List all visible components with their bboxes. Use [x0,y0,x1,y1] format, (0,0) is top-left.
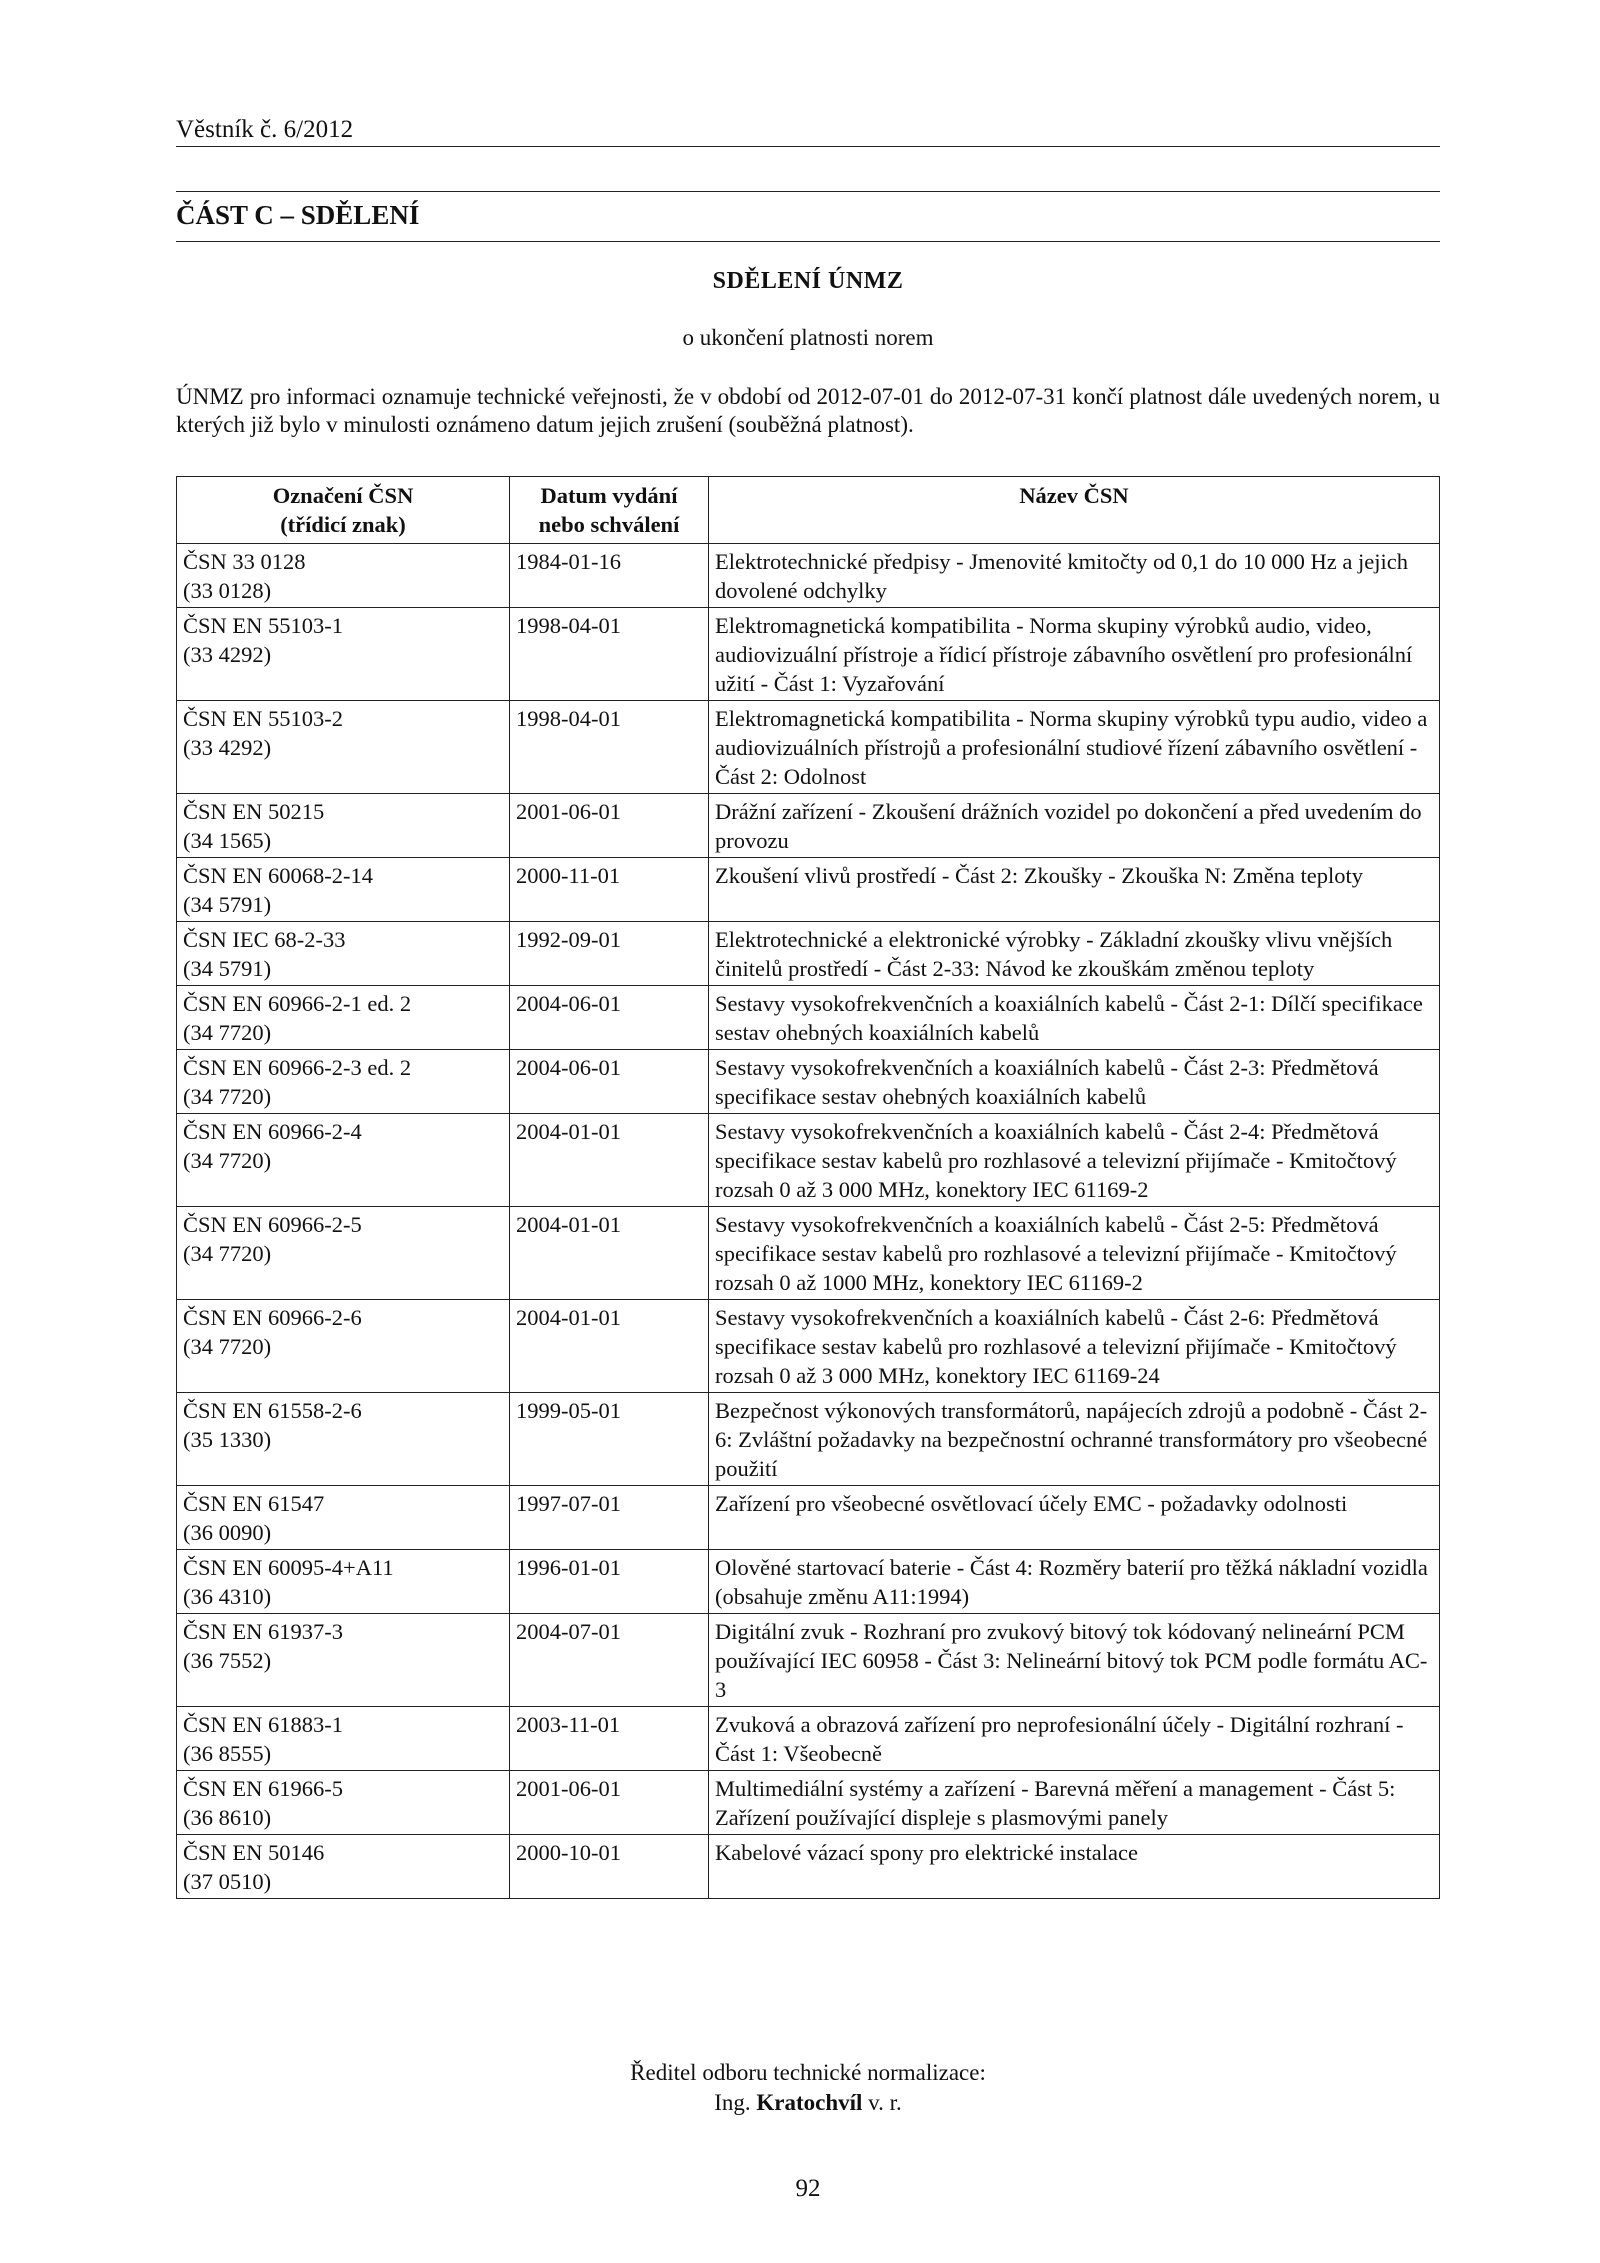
cell-designation [177,1771,510,1835]
norm-code: ČSN IEC 68-2-33 [183,927,346,952]
norm-code: ČSN EN 61558-2-6 [183,1398,362,1423]
norm-class: (34 5791) [183,892,272,917]
table-row [177,986,1440,1050]
norm-class: (34 7720) [183,1334,272,1359]
section-title: ČÁST C – SDĚLENÍ [176,191,1440,242]
cell-name: Bezpečnost výkonových transformátorů, napájecích zdrojů a podobně - Část 2-6: Zvláštní požadavky na bezpečnostní ochranné transformátory pro všeobecné použití [709,1393,1440,1486]
norm-class: (33 4292) [183,735,272,760]
cell-designation [177,1300,510,1393]
norm-class: (36 4310) [183,1584,272,1609]
norm-class: (34 7720) [183,1148,272,1173]
cell-designation [177,1707,510,1771]
cell-name: Multimediální systémy a zařízení - Barevná měření a management - Část 5: Zařízení používající displeje s plasmovými panely [709,1771,1440,1835]
cell-date: 1999-05-01 [510,1393,709,1486]
norm-class: (34 7720) [183,1084,272,1109]
cell-designation [177,1835,510,1899]
cell-date: 1996-01-01 [510,1550,709,1614]
cell-date: 1998-04-01 [510,701,709,794]
table-row [177,1771,1440,1835]
norm-code: ČSN EN 60966-2-3 ed. 2 [183,1055,412,1080]
header-designation [177,477,510,544]
norm-code: ČSN EN 60095-4+A11 [183,1555,394,1580]
norm-class: (34 7720) [183,1241,272,1266]
norm-class: (33 4292) [183,642,272,667]
norm-code: ČSN EN 60966-2-5 [183,1212,362,1237]
cell-designation [177,1393,510,1486]
norm-code: ČSN EN 50215 [183,799,325,824]
intro-paragraph: ÚNMZ pro informaci oznamuje technické veřejnosti, že v období od 2012-07-01 do 2012-07-31 končí platnost dále uvedených norem, u kterých již bylo v minulosti oznámeno datum jejich zrušení (souběžná platnost). [176,384,1440,437]
norm-code: ČSN EN 61966-5 [183,1776,344,1801]
journal-header: Věstník č. 6/2012 [176,116,1440,147]
table-row [177,1050,1440,1114]
document-subtitle: o ukončení platnosti norem [682,325,934,350]
table-row [177,858,1440,922]
cell-designation [177,1550,510,1614]
table-row [177,1393,1440,1486]
norm-class: (37 0510) [183,1869,272,1894]
cell-date: 2004-06-01 [510,986,709,1050]
norm-code: ČSN EN 60068-2-14 [183,863,373,888]
cell-date: 2004-01-01 [510,1300,709,1393]
norms-table [176,476,1440,1899]
norm-code: ČSN EN 61883-1 [183,1712,344,1737]
cell-name: Sestavy vysokofrekvenčních a koaxiálních kabelů - Část 2-4: Předmětová specifikace sestav kabelů pro rozhlasové a televizní přijímače - Kmitočtový rozsah 0 až 3 000 MHz, konektory IEC 61169-2 [709,1114,1440,1207]
signature-prefix: Ing. [714,2090,751,2115]
cell-date: 1998-04-01 [510,608,709,701]
table-row [177,1835,1440,1899]
cell-designation [177,608,510,701]
cell-designation [177,544,510,608]
norm-class: (33 0128) [183,578,272,603]
table-row [177,794,1440,858]
norm-code: ČSN EN 60966-2-6 [183,1305,362,1330]
cell-name: Elektrotechnické a elektronické výrobky - Základní zkoušky vlivu vnějších činitelů prostředí - Část 2-33: Návod ke zkouškám změnou teploty [709,922,1440,986]
cell-date: 1997-07-01 [510,1486,709,1550]
table-row [177,1550,1440,1614]
cell-designation [177,986,510,1050]
signature-role: Ředitel odboru technické normalizace: [630,2060,986,2085]
cell-designation [177,1614,510,1707]
cell-designation [177,858,510,922]
cell-date: 1984-01-16 [510,544,709,608]
cell-designation [177,701,510,794]
table-row [177,1300,1440,1393]
norm-code: ČSN EN 60966-2-1 ed. 2 [183,991,412,1016]
cell-date: 2004-01-01 [510,1207,709,1300]
cell-name: Elektromagnetická kompatibilita - Norma skupiny výrobků audio, video, audiovizuální přístroje a řídicí přístroje zábavního osvětlení pro profesionální užití - Část 1: Vyzařování [709,608,1440,701]
signature-person [176,2088,1440,2118]
norm-class: (35 1330) [183,1427,272,1452]
cell-name: Sestavy vysokofrekvenčních a koaxiálních kabelů - Část 2-6: Předmětová specifikace sestav kabelů pro rozhlasové a televizní přijímače - Kmitočtový rozsah 0 až 3 000 MHz, konektory IEC 61169-24 [709,1300,1440,1393]
cell-name: Drážní zařízení - Zkoušení drážních vozidel po dokončení a před uvedením do provozu [709,794,1440,858]
cell-date: 2001-06-01 [510,1771,709,1835]
cell-date: 2000-11-01 [510,858,709,922]
norm-class: (34 1565) [183,828,272,853]
table-row [177,1707,1440,1771]
norm-class: (36 8555) [183,1741,272,1766]
header-date [510,477,709,544]
cell-name: Kabelové vázací spony pro elektrické instalace [709,1835,1440,1899]
table-row [177,1207,1440,1300]
document-title: SDĚLENÍ ÚNMZ [712,268,904,294]
cell-name: Sestavy vysokofrekvenčních a koaxiálních kabelů - Část 2-5: Předmětová specifikace sestav kabelů pro rozhlasové a televizní přijímače - Kmitočtový rozsah 0 až 1000 MHz, konektory IEC 61169-2 [709,1207,1440,1300]
table-row [177,922,1440,986]
norm-class: (36 0090) [183,1520,272,1545]
cell-name: Zkoušení vlivů prostředí - Část 2: Zkoušky - Zkouška N: Změna teploty [709,858,1440,922]
cell-date: 2000-10-01 [510,1835,709,1899]
norm-class: (36 8610) [183,1805,272,1830]
cell-name: Elektromagnetická kompatibilita - Norma skupiny výrobků typu audio, video a audiovizuálních přístrojů a profesionální studiové řízení zábavního osvětlení - Část 2: Odolnost [709,701,1440,794]
table-header-row [177,477,1440,544]
cell-date: 2004-06-01 [510,1050,709,1114]
norm-code: ČSN EN 55103-2 [183,706,344,731]
cell-designation [177,1207,510,1300]
signature-suffix: v. r. [868,2090,902,2115]
cell-name: Zařízení pro všeobecné osvětlovací účely EMC - požadavky odolnosti [709,1486,1440,1550]
cell-designation [177,1050,510,1114]
table-row [177,544,1440,608]
table-row [177,701,1440,794]
cell-date: 1992-09-01 [510,922,709,986]
cell-date: 2004-01-01 [510,1114,709,1207]
header-date-line2: nebo schválení [538,512,680,537]
norm-code: ČSN 33 0128 [183,549,306,574]
norm-class: (34 5791) [183,956,272,981]
header-name: Název ČSN [709,477,1440,544]
cell-date: 2004-07-01 [510,1614,709,1707]
signature-name: Kratochvíl [756,2090,863,2115]
header-date-line1: Datum vydání [540,483,678,508]
table-row [177,1114,1440,1207]
norm-class: (34 7720) [183,1020,272,1045]
header-designation-line1: Označení ČSN [272,483,414,508]
page-number: 92 [795,2175,821,2202]
norm-code: ČSN EN 61937-3 [183,1619,344,1644]
table-body [177,544,1440,1899]
norm-code: ČSN EN 55103-1 [183,613,344,638]
cell-date: 2003-11-01 [510,1707,709,1771]
cell-designation [177,922,510,986]
cell-designation [177,1114,510,1207]
cell-date: 2001-06-01 [510,794,709,858]
cell-name: Elektrotechnické předpisy - Jmenovité kmitočty od 0,1 do 10 000 Hz a jejich dovolené odchylky [709,544,1440,608]
norm-code: ČSN EN 61547 [183,1491,325,1516]
signature-block [176,2058,1440,2118]
norm-code: ČSN EN 50146 [183,1840,325,1865]
cell-name: Zvuková a obrazová zařízení pro neprofesionální účely - Digitální rozhraní - Část 1: Všeobecně [709,1707,1440,1771]
cell-designation [177,794,510,858]
header-designation-line2: (třídicí znak) [280,512,406,537]
norm-code: ČSN EN 60966-2-4 [183,1119,362,1144]
cell-designation [177,1486,510,1550]
cell-name: Sestavy vysokofrekvenčních a koaxiálních kabelů - Část 2-1: Dílčí specifikace sestav ohebných koaxiálních kabelů [709,986,1440,1050]
table-row [177,1486,1440,1550]
cell-name: Digitální zvuk - Rozhraní pro zvukový bitový tok kódovaný nelineární PCM používající IEC 60958 - Část 3: Nelineární bitový tok PCM podle formátu AC-3 [709,1614,1440,1707]
table-row [177,1614,1440,1707]
cell-name: Sestavy vysokofrekvenčních a koaxiálních kabelů - Část 2-3: Předmětová specifikace sestav ohebných koaxiálních kabelů [709,1050,1440,1114]
cell-name: Olověné startovací baterie - Část 4: Rozměry baterií pro těžká nákladní vozidla (obsahuje změnu A11:1994) [709,1550,1440,1614]
norm-class: (36 7552) [183,1648,272,1673]
table-row [177,608,1440,701]
